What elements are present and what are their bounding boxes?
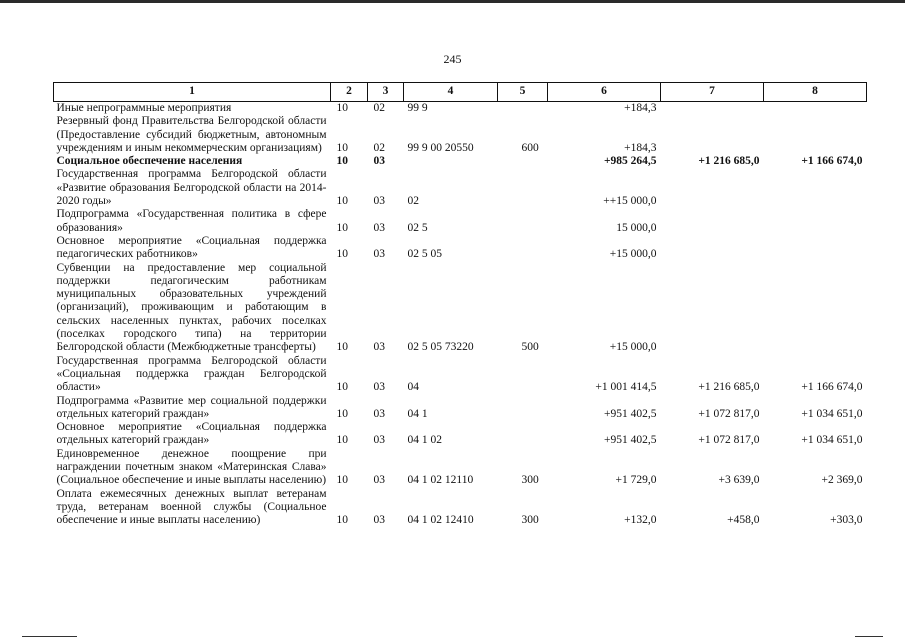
footer-divider-right (855, 636, 883, 637)
column-header: 6 (548, 83, 661, 102)
cell-target-article: 99 9 (407, 102, 428, 114)
cell-name: Субвенции на предоставление мер социальной поддержки педагогическим работникам муниципальных образовательных учреждений (организаций), проживающим и работающим в сельских населенных пунктах, рабочих поселках (поселках городского типа) на территории Белгородской области (Межбюджетные трансферты) (56, 261, 327, 354)
cell-amount-col8: +1 034 651,0 (801, 434, 863, 447)
table-row (54, 155, 867, 168)
budget-table (53, 82, 867, 528)
cell-amount-col6: +1 001 414,5 (595, 381, 657, 394)
cell-expense-type (498, 395, 548, 422)
cell-target-article: 02 5 05 73220 (407, 341, 474, 354)
cell-expense-type: 600 (521, 141, 539, 154)
cell-name: Основное мероприятие «Социальная поддержка отдельных категорий граждан» (56, 421, 327, 447)
table-row (54, 115, 867, 155)
cell-amount-col7 (661, 208, 764, 235)
cell-amount-col8 (764, 168, 867, 208)
cell-amount-col6: +15 000,0 (609, 341, 657, 354)
table-row (54, 168, 867, 208)
cell-name: Единовременное денежное поощрение при награждении почетным знаком «Материнская Слава» (Социальное обеспечение и иные выплаты населению) (56, 447, 327, 487)
cell-amount-col6: +184,3 (624, 102, 657, 114)
cell-amount-col6: +951 402,5 (604, 434, 657, 447)
cell-target-article: 04 (407, 381, 419, 394)
cell-amount-col6: +15 000,0 (609, 248, 657, 261)
footer-divider-left (22, 636, 77, 637)
page-number: 245 (443, 52, 462, 66)
cell-target-article: 04 1 02 (407, 434, 442, 447)
cell-amount-col7 (661, 102, 764, 116)
cell-section: 10 (336, 514, 348, 527)
cell-amount-col6: +184,3 (624, 141, 657, 154)
cell-amount-col7: +1 216 685,0 (698, 381, 760, 394)
cell-name: Иные непрограммные мероприятия (56, 102, 232, 114)
table-row (54, 235, 867, 262)
cell-amount-col8: +1 166 674,0 (801, 381, 863, 394)
column-header: 5 (498, 83, 548, 102)
cell-amount-col8 (764, 208, 867, 235)
table-body (54, 102, 867, 528)
cell-target-article: 04 1 02 12110 (407, 474, 474, 487)
cell-target-article: 04 1 02 12410 (407, 514, 474, 527)
cell-target-article (404, 155, 498, 168)
cell-target-article: 02 5 (407, 221, 428, 234)
cell-amount-col7: +458,0 (727, 514, 760, 527)
cell-expense-type (498, 355, 548, 395)
cell-name: Резервный фонд Правительства Белгородской области (Предоставление субсидий бюджетным, автономным учреждениям и иным некоммерческим организациям) (56, 115, 327, 154)
scan-edge-line (0, 0, 905, 3)
table-row (54, 208, 867, 235)
cell-amount-col8: +2 369,0 (821, 474, 863, 487)
cell-section: 10 (336, 474, 348, 487)
column-header: 4 (404, 83, 498, 102)
table-row (54, 421, 867, 448)
cell-section: 10 (336, 102, 348, 114)
cell-amount-col6: +132,0 (624, 514, 657, 527)
table-row (54, 262, 867, 355)
cell-amount-col6: +1 729,0 (615, 474, 657, 487)
cell-amount-col8 (764, 115, 867, 155)
cell-section: 10 (336, 195, 348, 208)
cell-amount-col7 (661, 168, 764, 208)
cell-name: Основное мероприятие «Социальная поддержка педагогических работников» (56, 234, 327, 261)
cell-subsection: 03 (373, 434, 385, 447)
cell-name: Подпрограмма «Государственная политика в сфере образования» (56, 208, 327, 234)
cell-amount-col7: +3 639,0 (718, 474, 760, 487)
cell-section: 10 (336, 155, 348, 168)
cell-subsection: 03 (373, 341, 385, 354)
cell-section: 10 (336, 221, 348, 234)
cell-amount-col7 (661, 115, 764, 155)
cell-section: 10 (336, 434, 348, 447)
table-row (54, 488, 867, 528)
cell-expense-type (498, 102, 548, 116)
cell-subsection: 03 (373, 221, 385, 234)
column-header: 2 (331, 83, 368, 102)
cell-amount-col6: ++15 000,0 (603, 195, 657, 208)
cell-amount-col8: +303,0 (830, 514, 863, 527)
cell-expense-type (498, 421, 548, 448)
cell-amount-col8 (764, 262, 867, 355)
cell-amount-col6: +951 402,5 (604, 407, 657, 420)
table-row (54, 102, 867, 116)
cell-expense-type: 300 (521, 514, 539, 527)
cell-expense-type (498, 168, 548, 208)
cell-subsection: 03 (373, 474, 385, 487)
cell-expense-type (498, 155, 548, 168)
cell-name: Социальное обеспечение населения (56, 155, 243, 168)
column-header: 8 (764, 83, 867, 102)
cell-amount-col7: +1 072 817,0 (698, 434, 760, 447)
cell-expense-type: 500 (521, 341, 539, 354)
cell-target-article: 02 5 05 (407, 248, 442, 261)
cell-amount-col8: +1 166 674,0 (801, 155, 863, 168)
cell-subsection: 03 (373, 195, 385, 208)
column-header: 3 (368, 83, 404, 102)
cell-subsection: 02 (373, 102, 385, 114)
cell-amount-col7: +1 072 817,0 (698, 407, 760, 420)
header-row (54, 83, 867, 102)
cell-amount-col8: +1 034 651,0 (801, 407, 863, 420)
cell-section: 10 (336, 341, 348, 354)
cell-amount-col6: 15 000,0 (616, 221, 657, 234)
cell-section: 10 (336, 141, 348, 154)
cell-expense-type: 300 (521, 474, 539, 487)
cell-expense-type (498, 208, 548, 235)
cell-name: Подпрограмма «Развитие мер социальной поддержки отдельных категорий граждан» (56, 394, 327, 420)
cell-amount-col7: +1 216 685,0 (698, 155, 760, 168)
cell-subsection: 03 (373, 381, 385, 394)
cell-amount-col7 (661, 262, 764, 355)
cell-name: Государственная программа Белгородской области «Социальная поддержка граждан Белгородской области» (56, 354, 327, 394)
cell-name: Государственная программа Белгородской области «Развитие образования Белгородской области на 2014-2020 годы» (56, 168, 327, 208)
cell-target-article: 99 9 00 20550 (407, 141, 474, 154)
cell-target-article: 04 1 (407, 407, 428, 420)
cell-amount-col7 (661, 235, 764, 262)
cell-subsection: 03 (373, 407, 385, 420)
cell-subsection: 03 (373, 514, 385, 527)
cell-target-article: 02 (407, 195, 419, 208)
cell-subsection: 02 (373, 141, 385, 154)
cell-amount-col6: +985 264,5 (603, 155, 657, 168)
column-header: 1 (54, 83, 331, 102)
table-row (54, 395, 867, 422)
cell-amount-col8 (764, 102, 867, 116)
cell-section: 10 (336, 248, 348, 261)
cell-subsection: 03 (373, 248, 385, 261)
column-header: 7 (661, 83, 764, 102)
cell-expense-type (498, 235, 548, 262)
cell-name: Оплата ежемесячных денежных выплат ветеранам труда, ветеранам военной службы (Социальное обеспечение и иные выплаты населению) (56, 487, 327, 527)
table-row (54, 448, 867, 488)
table-row (54, 355, 867, 395)
cell-section: 10 (336, 407, 348, 420)
cell-section: 10 (336, 381, 348, 394)
cell-amount-col8 (764, 235, 867, 262)
cell-subsection: 03 (373, 155, 385, 168)
